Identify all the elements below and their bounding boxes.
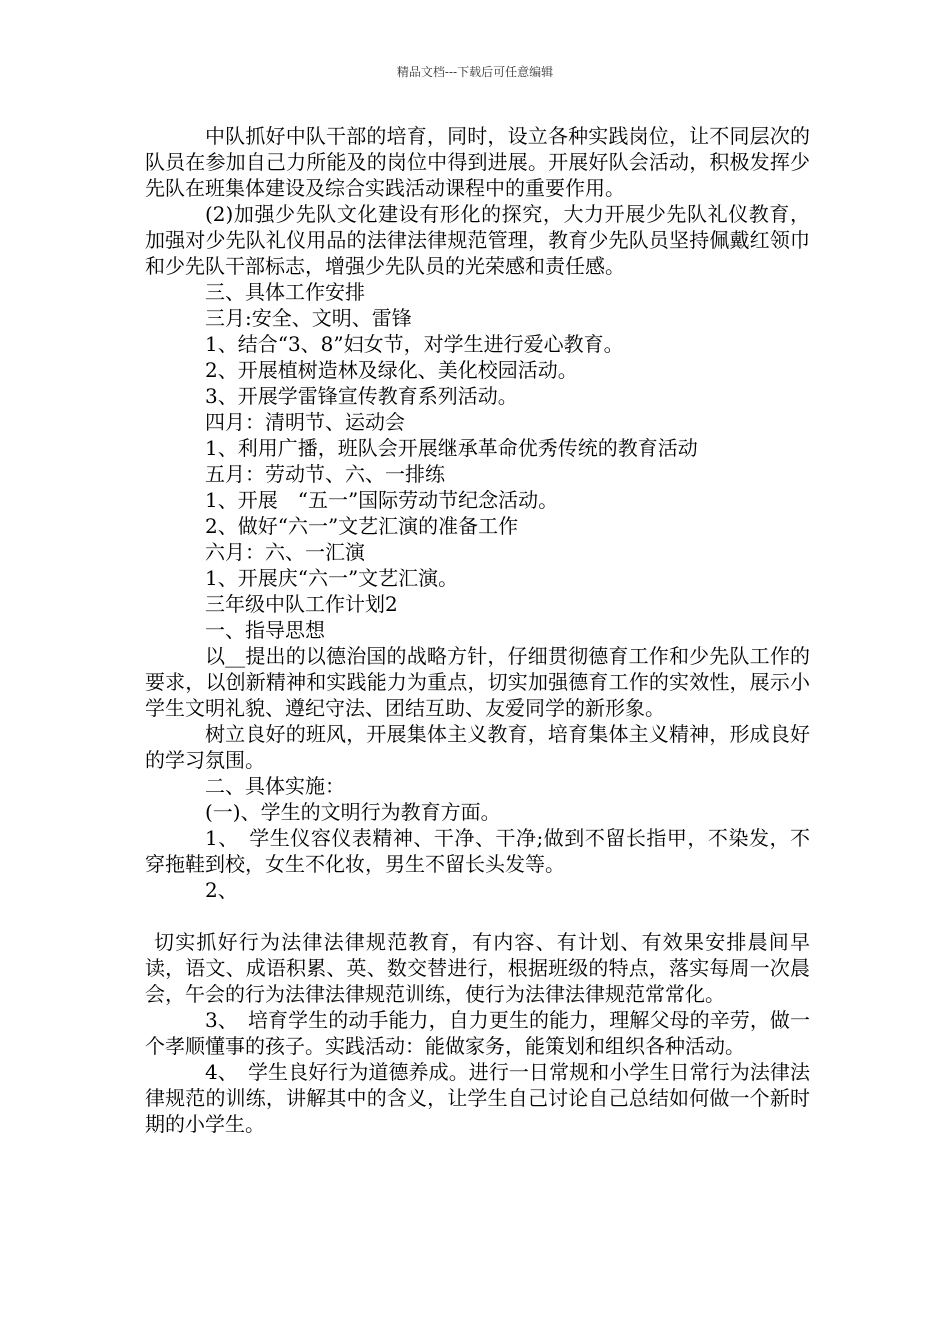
blank-line: [145, 903, 810, 929]
section-heading: 一、指导思想: [205, 618, 325, 642]
month-heading: 三月:安全、文明、雷锋: [205, 306, 412, 330]
list-item: 1、开展 “五一”国际劳动节纪念活动。: [205, 488, 559, 512]
list-item: 1、结合“3、8”妇女节，对学生进行爱心教育。: [205, 332, 624, 356]
list-item: 3、 培育学生的动手能力，自力更生的能力，理解父母的辛劳，做一个孝顺懂事的孩子。实践活动：能做家务，能策划和组织各种活动。: [145, 1008, 810, 1058]
section-heading: 二、具体实施：: [205, 774, 345, 798]
month-heading: 六月：六、一汇演: [205, 540, 365, 564]
paragraph: 切实抓好行为法律法律规范教育，有内容、有计划、有效果安排晨间早读，语文、成语积累、英、数交替进行，根据班级的特点，落实每周一次晨会，午会的行为法律法律规范训练，使行为法律法律规范常常化。: [145, 930, 810, 1006]
subsection-heading: (一)、学生的文明行为教育方面。: [205, 800, 501, 824]
page-header: 精品文档---下载后可任意编辑: [396, 65, 554, 79]
paragraph: 以__提出的以德治国的战略方针，仔细贯彻德育工作和少先队工作的要求，以创新精神和实践能力为重点，切实加强德育工作的实效性，展示小学生文明礼貌、遵纪守法、团结互助、友爱同学的新形象。: [145, 644, 810, 720]
document-body: [145, 123, 810, 1137]
list-item: 1、开展庆“六一”文艺汇演。: [205, 566, 459, 590]
paragraph: 树立良好的班风，开展集体主义教育，培育集体主义精神，形成良好的学习氛围。: [145, 722, 810, 772]
paragraph: (2)加强少先队文化建设有形化的探究，大力开展少先队礼仪教育，加强对少先队礼仪用品的法律法律规范管理，教育少先队员坚持佩戴红领巾和少先队干部标志，增强少先队员的光荣感和责任感。: [145, 202, 810, 278]
paragraph: 中队抓好中队干部的培育，同时，设立各种实践岗位，让不同层次的队员在参加自己力所能及的岗位中得到进展。开展好队会活动，积极发挥少先队在班集体建设及综合实践活动课程中的重要作用。: [145, 124, 810, 200]
list-item: 2、做好“六一”文艺汇演的准备工作: [205, 514, 519, 538]
month-heading: 四月：清明节、运动会: [205, 410, 405, 434]
list-item: 2、开展植树造林及绿化、美化校园活动。: [205, 358, 578, 382]
month-heading: 五月：劳动节、六、一排练: [205, 462, 445, 486]
list-item: 1、 学生仪容仪表精神、干净、干净;做到不留长指甲，不染发，不穿拖鞋到校，女生不化妆，男生不留长头发等。: [145, 826, 810, 876]
list-item: 3、开展学雷锋宣传教育系列活动。: [205, 384, 518, 408]
plan-title: 三年级中队工作计划2: [205, 592, 398, 616]
list-item: 2、: [205, 878, 238, 902]
section-heading: 三、具体工作安排: [205, 280, 365, 304]
list-item: 4、 学生良好行为道德养成。进行一日常规和小学生日常行为法律法律规范的训练，讲解其中的含义，让学生自己讨论自己总结如何做一个新时期的小学生。: [145, 1060, 810, 1136]
list-item: 1、利用广播，班队会开展继承革命优秀传统的教育活动: [205, 436, 698, 460]
